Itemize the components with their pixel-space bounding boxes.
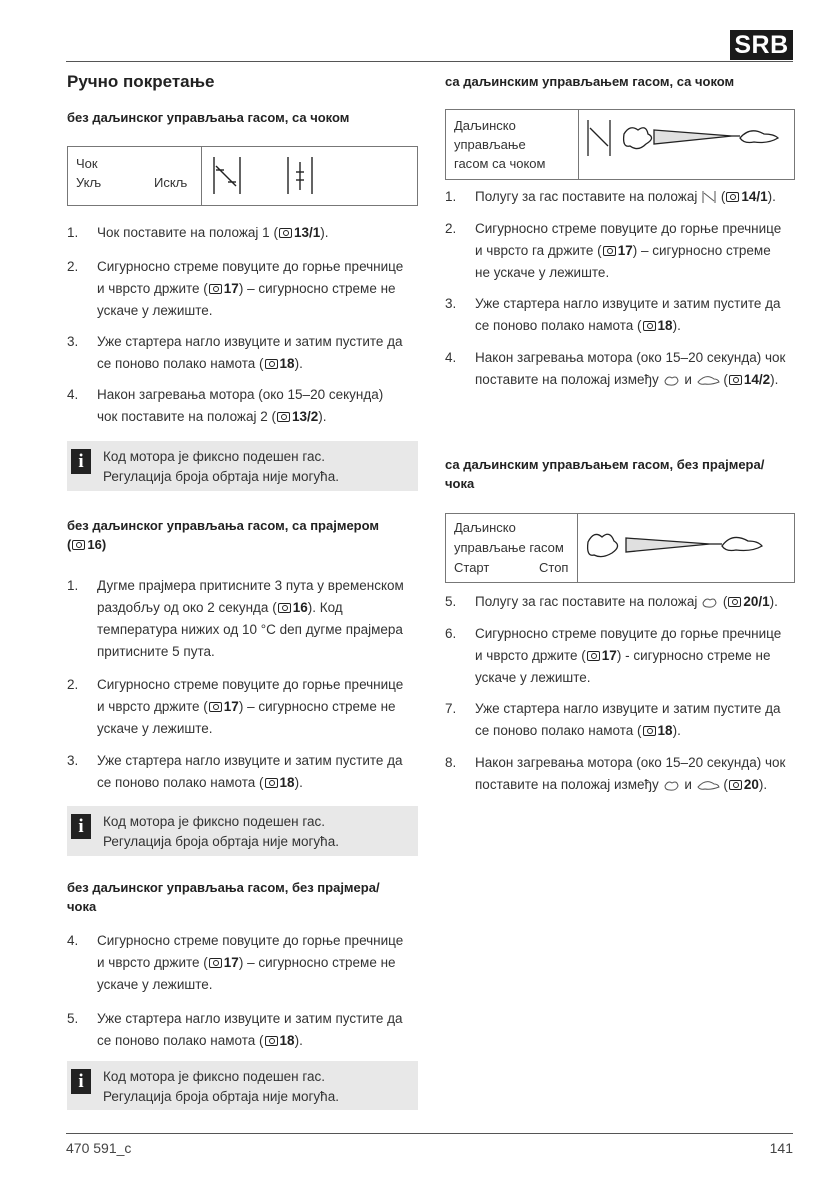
list-item: 3. Уже стартера нагло извуците и затим пустите да се поново полако намота ( 18). [67,334,403,371]
footer-rule [66,1133,793,1134]
list-item: 7. Уже стартера нагло извуците и затим пустите да се поново полако намота ( 18). [445,701,781,738]
section-heading: са даљинским управљањем гасом, без прајмера/ чока [445,457,765,491]
language-badge: SRB [730,30,793,60]
info-note: i Код мотора је фиксно подешен гас. Регулација броја обртаја није могућа. [67,441,418,491]
rabbit-icon [701,595,719,609]
doc-code: 470 591_c [66,1140,132,1156]
turtle-icon [696,778,720,792]
list-item: 3. Уже стартера нагло извуците и затим пустите да се поново полако намота ( 18). [445,296,781,333]
section-heading: без даљинског управљања гасом, без прајмера/ чока [67,880,380,914]
camera-icon [587,651,600,661]
camera-icon [728,597,741,607]
list-item: 8. Након загревања мотора (око 15–20 секунда) чок поставите на положај између и ( 20). [445,755,786,792]
camera-icon [277,412,290,422]
throttle-choke-table: Даљинско управљање гасом са чоком [445,109,795,180]
throttle-scale-icon [584,522,784,562]
camera-icon [265,778,278,788]
camera-icon [265,1036,278,1046]
list-item: 4. Сигурносно стреме повуците до горње пречнице и чврсто држите ( 17) – сигурносно стреме не ускаче у лежиште. [67,933,404,992]
info-icon: i [71,814,91,839]
list-item: 3. Уже стартера нагло извуците и затим пустите да се поново полако намота ( 18). [67,753,403,790]
throttle-table: Даљинско управљање гасом Старт Стоп [445,513,795,583]
info-note: i Код мотора је фиксно подешен гас. Регулација броја обртаја није могућа. [67,1061,418,1110]
choke-label: Чок [76,156,98,171]
list-item: 5. Уже стартера нагло извуците и затим пустите да се поново полако намота ( 18). [67,1011,403,1048]
list-item: 2. Сигурносно стреме повуците до горње пречнице и чврсто држите ( 17) – сигурносно стреме не ускаче у лежиште. [67,677,404,736]
page-number: 141 [769,1140,793,1156]
turtle-icon [696,373,720,387]
camera-icon [265,359,278,369]
section-heading: без даљинског управљања гасом, са прајмером ( 16) [67,518,379,552]
on-label: Укљ [76,175,102,190]
off-label: Искљ [154,175,188,190]
list-item: 5. Полугу за гас поставите на положај ( 20/1). [445,594,778,609]
list-item: 2. Сигурносно стреме повуците до горње пречнице и чврсто га држите ( 17) – сигурносно стреме не ускаче у лежиште. [445,221,782,280]
list-item: 4. Након загревања мотора (око 15–20 секунда) чок поставите на положај 2 ( 13/2). [67,387,384,424]
camera-icon [209,284,222,294]
throttle-scale-icon [584,118,789,158]
camera-icon [72,540,85,550]
info-icon: i [71,449,91,474]
camera-icon [729,375,742,385]
list-item: 6. Сигурносно стреме повуците до горње пречнице и чврсто држите ( 17) - сигурносно стреме не ускаче у лежиште. [445,626,782,685]
section-heading: без даљинског управљања гасом, са чоком [67,110,350,125]
list-item: 1. Дугме прајмера притисните 3 пута у временском раздобљу од око 2 секунда ( 16). Код температура нижих од 10 °C deп дугме прајмера притисните 5 пута. [67,578,404,659]
camera-icon [278,603,291,613]
info-note: i Код мотора је фиксно подешен гас. Регулација броја обртаја није могућа. [67,806,418,856]
camera-icon [209,702,222,712]
choke-lever-icon [210,154,360,198]
list-item: 4. Након загревања мотора (око 15–20 секунда) чок поставите на положај између и ( 14/2). [445,350,786,387]
choke-lever-icon [701,190,717,204]
choke-position-table [67,146,418,206]
list-item: 1. Чок поставите на положај 1 ( 13/1). [67,225,329,240]
rabbit-icon [663,778,681,792]
camera-icon [643,726,656,736]
camera-icon [729,780,742,790]
camera-icon [279,228,292,238]
list-item: 1. Полугу за гас поставите на положај ( 14/1). [445,189,776,204]
camera-icon [603,246,616,256]
header-rule [66,61,793,62]
info-icon: i [71,1069,91,1094]
section-heading: са даљинским управљањем гасом, са чоком [445,74,735,89]
page-title: Ручно покретање [67,72,215,91]
camera-icon [209,958,222,968]
camera-icon [643,321,656,331]
camera-icon [726,192,739,202]
list-item: 2. Сигурносно стреме повуците до горње пречнице и чврсто држите ( 17) – сигурносно стреме не ускаче у лежиште. [67,259,404,318]
rabbit-icon [663,373,681,387]
